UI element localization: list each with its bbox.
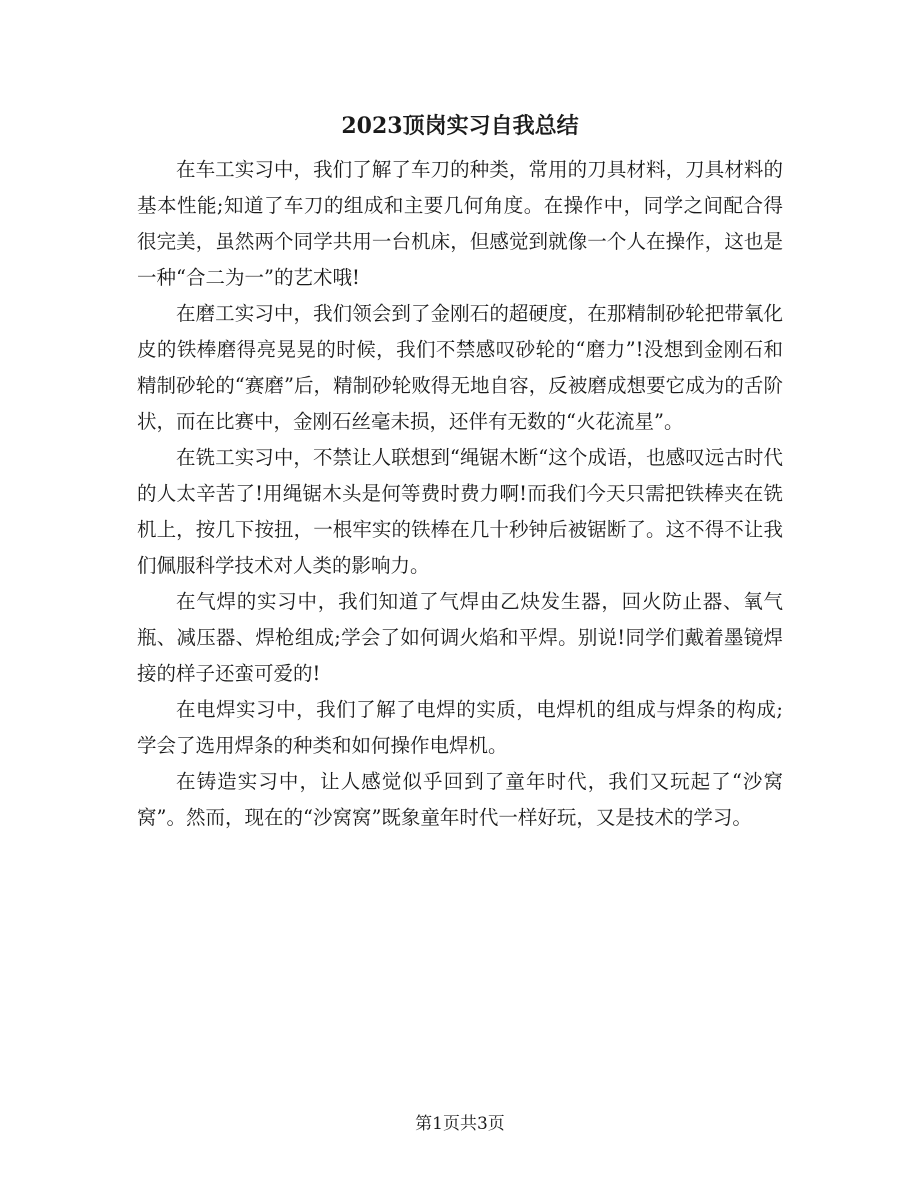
page-number-footer: 第1页共3页 <box>415 1114 505 1134</box>
paragraph-lathe: 在车工实习中，我们了解了车刀的种类，常用的刀具材料，刀具材料的基本性能;知道了车刀的组成和主要几何角度。在操作中，同学之间配合得很完美，虽然两个同学共用一台机床，但感觉到就像一个人在操作，这也是一种“合二为一”的艺术哦! <box>137 158 783 289</box>
paragraph-milling: 在铣工实习中，不禁让人联想到“绳锯木断“这个成语，也感叹远古时代的人太辛苦了!用绳锯木头是何等费时费力啊!而我们今天只需把铁棒夹在铣机上，按几下按扭，一根牢实的铁棒在几十秒钟后被锯断了。这不得不让我们佩服科学技术对人类的影响力。 <box>137 446 783 577</box>
paragraph-grinding: 在磨工实习中，我们领会到了金刚石的超硬度，在那精制砂轮把带氧化皮的铁棒磨得亮晃晃的时候，我们不禁感叹砂轮的“磨力”!没想到金刚石和精制砂轮的“赛磨”后，精制砂轮败得无地自容，反被磨成想要它成为的舌阶状，而在比赛中，金刚石丝毫未损，还伴有无数的“火花流星”。 <box>137 302 783 433</box>
paragraph-gas-welding: 在气焊的实习中，我们知道了气焊由乙炔发生器，回火防止器、氧气瓶、减压器、焊枪组成;学会了如何调火焰和平焊。别说!同学们戴着墨镜焊接的样子还蛮可爱的! <box>137 590 783 685</box>
paragraph-casting: 在铸造实习中，让人感觉似乎回到了童年时代，我们又玩起了“沙窝窝”。然而，现在的“沙窝窝”既象童年时代一样好玩，又是技术的学习。 <box>137 770 783 829</box>
document-body <box>137 152 783 836</box>
document-title: 2023顶岗实习自我总结 <box>341 113 579 139</box>
paragraph-arc-welding: 在电焊实习中，我们了解了电焊的实质，电焊机的组成与焊条的构成;学会了选用焊条的种类和如何操作电焊机。 <box>137 698 783 757</box>
